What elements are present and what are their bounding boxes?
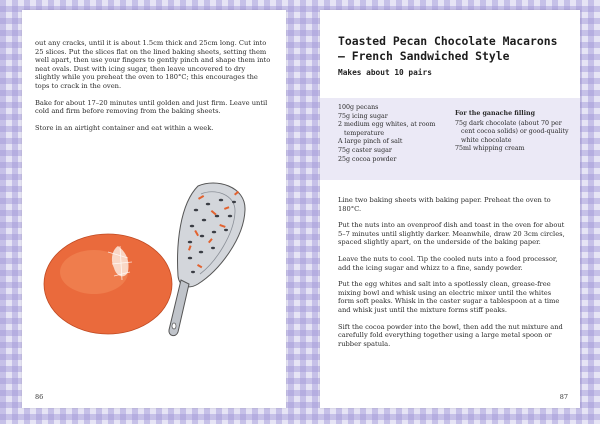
method-step: Sift the cocoa powder into the bowl, then add the nut mixture and carefully fold everything together using a large metal spoon or rubber spatula.: [338, 322, 563, 348]
left-paragraph: Bake for about 17–20 minutes until golden and just firm. Leave until cold and firm before removing from the baking sheets.: [35, 98, 268, 116]
ingredient-item: 2 medium egg whites, at room temperature: [338, 121, 436, 137]
method-steps: [338, 196, 566, 356]
right-page: [320, 10, 580, 408]
recipe-yield: Makes about 10 pairs: [338, 68, 432, 77]
ingredient-item: 100g pecans: [338, 104, 379, 111]
ingredient-item: A large pinch of salt: [338, 138, 403, 146]
left-paragraph: Store in an airtight container and eat within a week.: [35, 123, 214, 132]
left-paragraph: out any cracks, until it is about 1.5cm thick and 25cm long. Cut into 25 slices. Put the slices flat on the lined baking sheets, setting them well apart, then use your fingers to gently pinch and shape them into neat ovals. Dust with icing sugar, then leave uncovered to dry slightly while you preheat the oven to 180°C; this encourages the tops to crack in the oven.: [35, 39, 271, 90]
grater-icon: [169, 183, 245, 336]
orange-and-grater-illustration: [38, 180, 250, 340]
page-number: 86: [35, 393, 44, 401]
method-step: Leave the nuts to cool. Tip the cooled nuts into a food processor, add the icing sugar and whizz to a fine, sandy powder.: [338, 254, 558, 272]
ingredient-item: 25g cocoa powder: [338, 155, 397, 163]
left-page: [22, 10, 286, 408]
filling-heading: For the ganache filling: [455, 110, 536, 117]
ingredient-item: 75g caster sugar: [338, 146, 392, 154]
method-step: Put the egg whites and salt into a spotlessly clean, grease-free mixing bowl and whisk using an electric mixer until the whites form soft peaks. Whisk in the caster sugar a tablespoon at a time and whisk just until the mixture forms stiff peaks.: [338, 280, 560, 314]
method-step: Line two baking sheets with baking paper. Preheat the oven to 180°C.: [338, 196, 551, 213]
ingredients-panel: [320, 98, 580, 180]
page-number: 87: [559, 393, 568, 401]
left-page-text: [35, 39, 271, 140]
ingredients-list: [338, 104, 446, 164]
orange-icon: [44, 234, 172, 334]
filling-list: [455, 104, 570, 154]
method-step: Put the nuts into an ovenproof dish and toast in the oven for about 5–7 minutes until slightly darker. Meanwhile, draw 20 3cm circles, spaced slightly apart, on the underside of the baking paper.: [338, 221, 565, 247]
filling-item: 75g dark chocolate (about 70 per cent cocoa solids) or good-quality white chocolate: [455, 119, 569, 144]
recipe-title: Toasted Pecan Chocolate Macarons – French Sandwiched Style: [338, 34, 558, 63]
filling-item: 75ml whipping cream: [455, 145, 525, 153]
ingredient-item: 75g icing sugar: [338, 112, 388, 120]
